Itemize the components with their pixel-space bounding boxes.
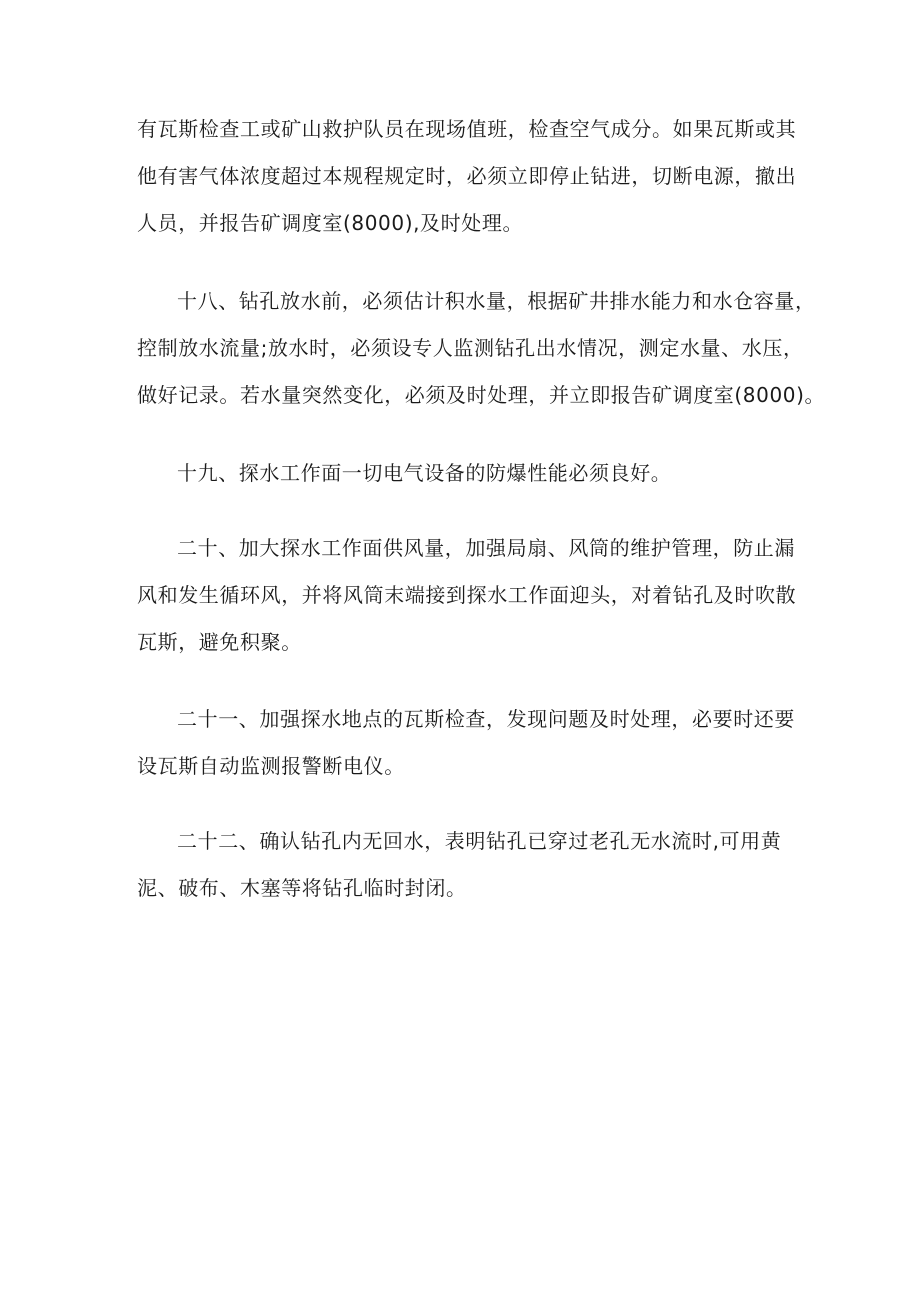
paragraph-item-21 [137,696,795,790]
text-line: 二十一、加强探水地点的瓦斯检查，发现问题及时处理，必要时还要 [177,707,795,731]
text-line: 风和发生循环风，并将风筒末端接到探水工作面迎头，对着钻孔及时吹散 [137,583,797,607]
text-line: 十八、钻孔放水前，必须估计积水量，根据矿井排水能力和水仓容量， [177,289,816,313]
text-line: 泥、破布、木塞等将钻孔临时封闭。 [137,876,467,900]
paragraph-item-20 [137,525,797,666]
paragraph-item-22 [137,818,787,912]
paragraph-item-18 [137,278,826,419]
text-line: 设瓦斯自动监测报警断电仪。 [137,754,405,778]
text-line: 他有害气体浓度超过本规程规定时，必须立即停止钻进，切断电源，撤出 [137,164,797,188]
text-line: 控制放水流量;放水时，必须设专人监测钻孔出水情况，测定水量、水压， [137,336,804,360]
paragraph-item-19 [137,450,787,497]
text-line: 瓦斯，避免积聚。 [137,630,302,654]
text-line: 人员，并报告矿调度室(8000),及时处理。 [137,211,524,235]
text-line: 做好记录。若水量突然变化，必须及时处理，并立即报告矿调度室(8000)。 [137,383,826,407]
text-line: 有瓦斯检查工或矿山救护队员在现场值班，检查空气成分。如果瓦斯或其 [137,117,797,141]
text-line: 二十二、确认钻孔内无回水，表明钻孔已穿过老孔无水流时,可用黄 [177,829,782,853]
text-line: 十九、探水工作面一切电气设备的防爆性能必须良好。 [177,461,672,485]
paragraph-continuation [137,106,797,247]
text-line: 二十、加大探水工作面供风量，加强局扇、风筒的维护管理，防止漏 [177,536,795,560]
